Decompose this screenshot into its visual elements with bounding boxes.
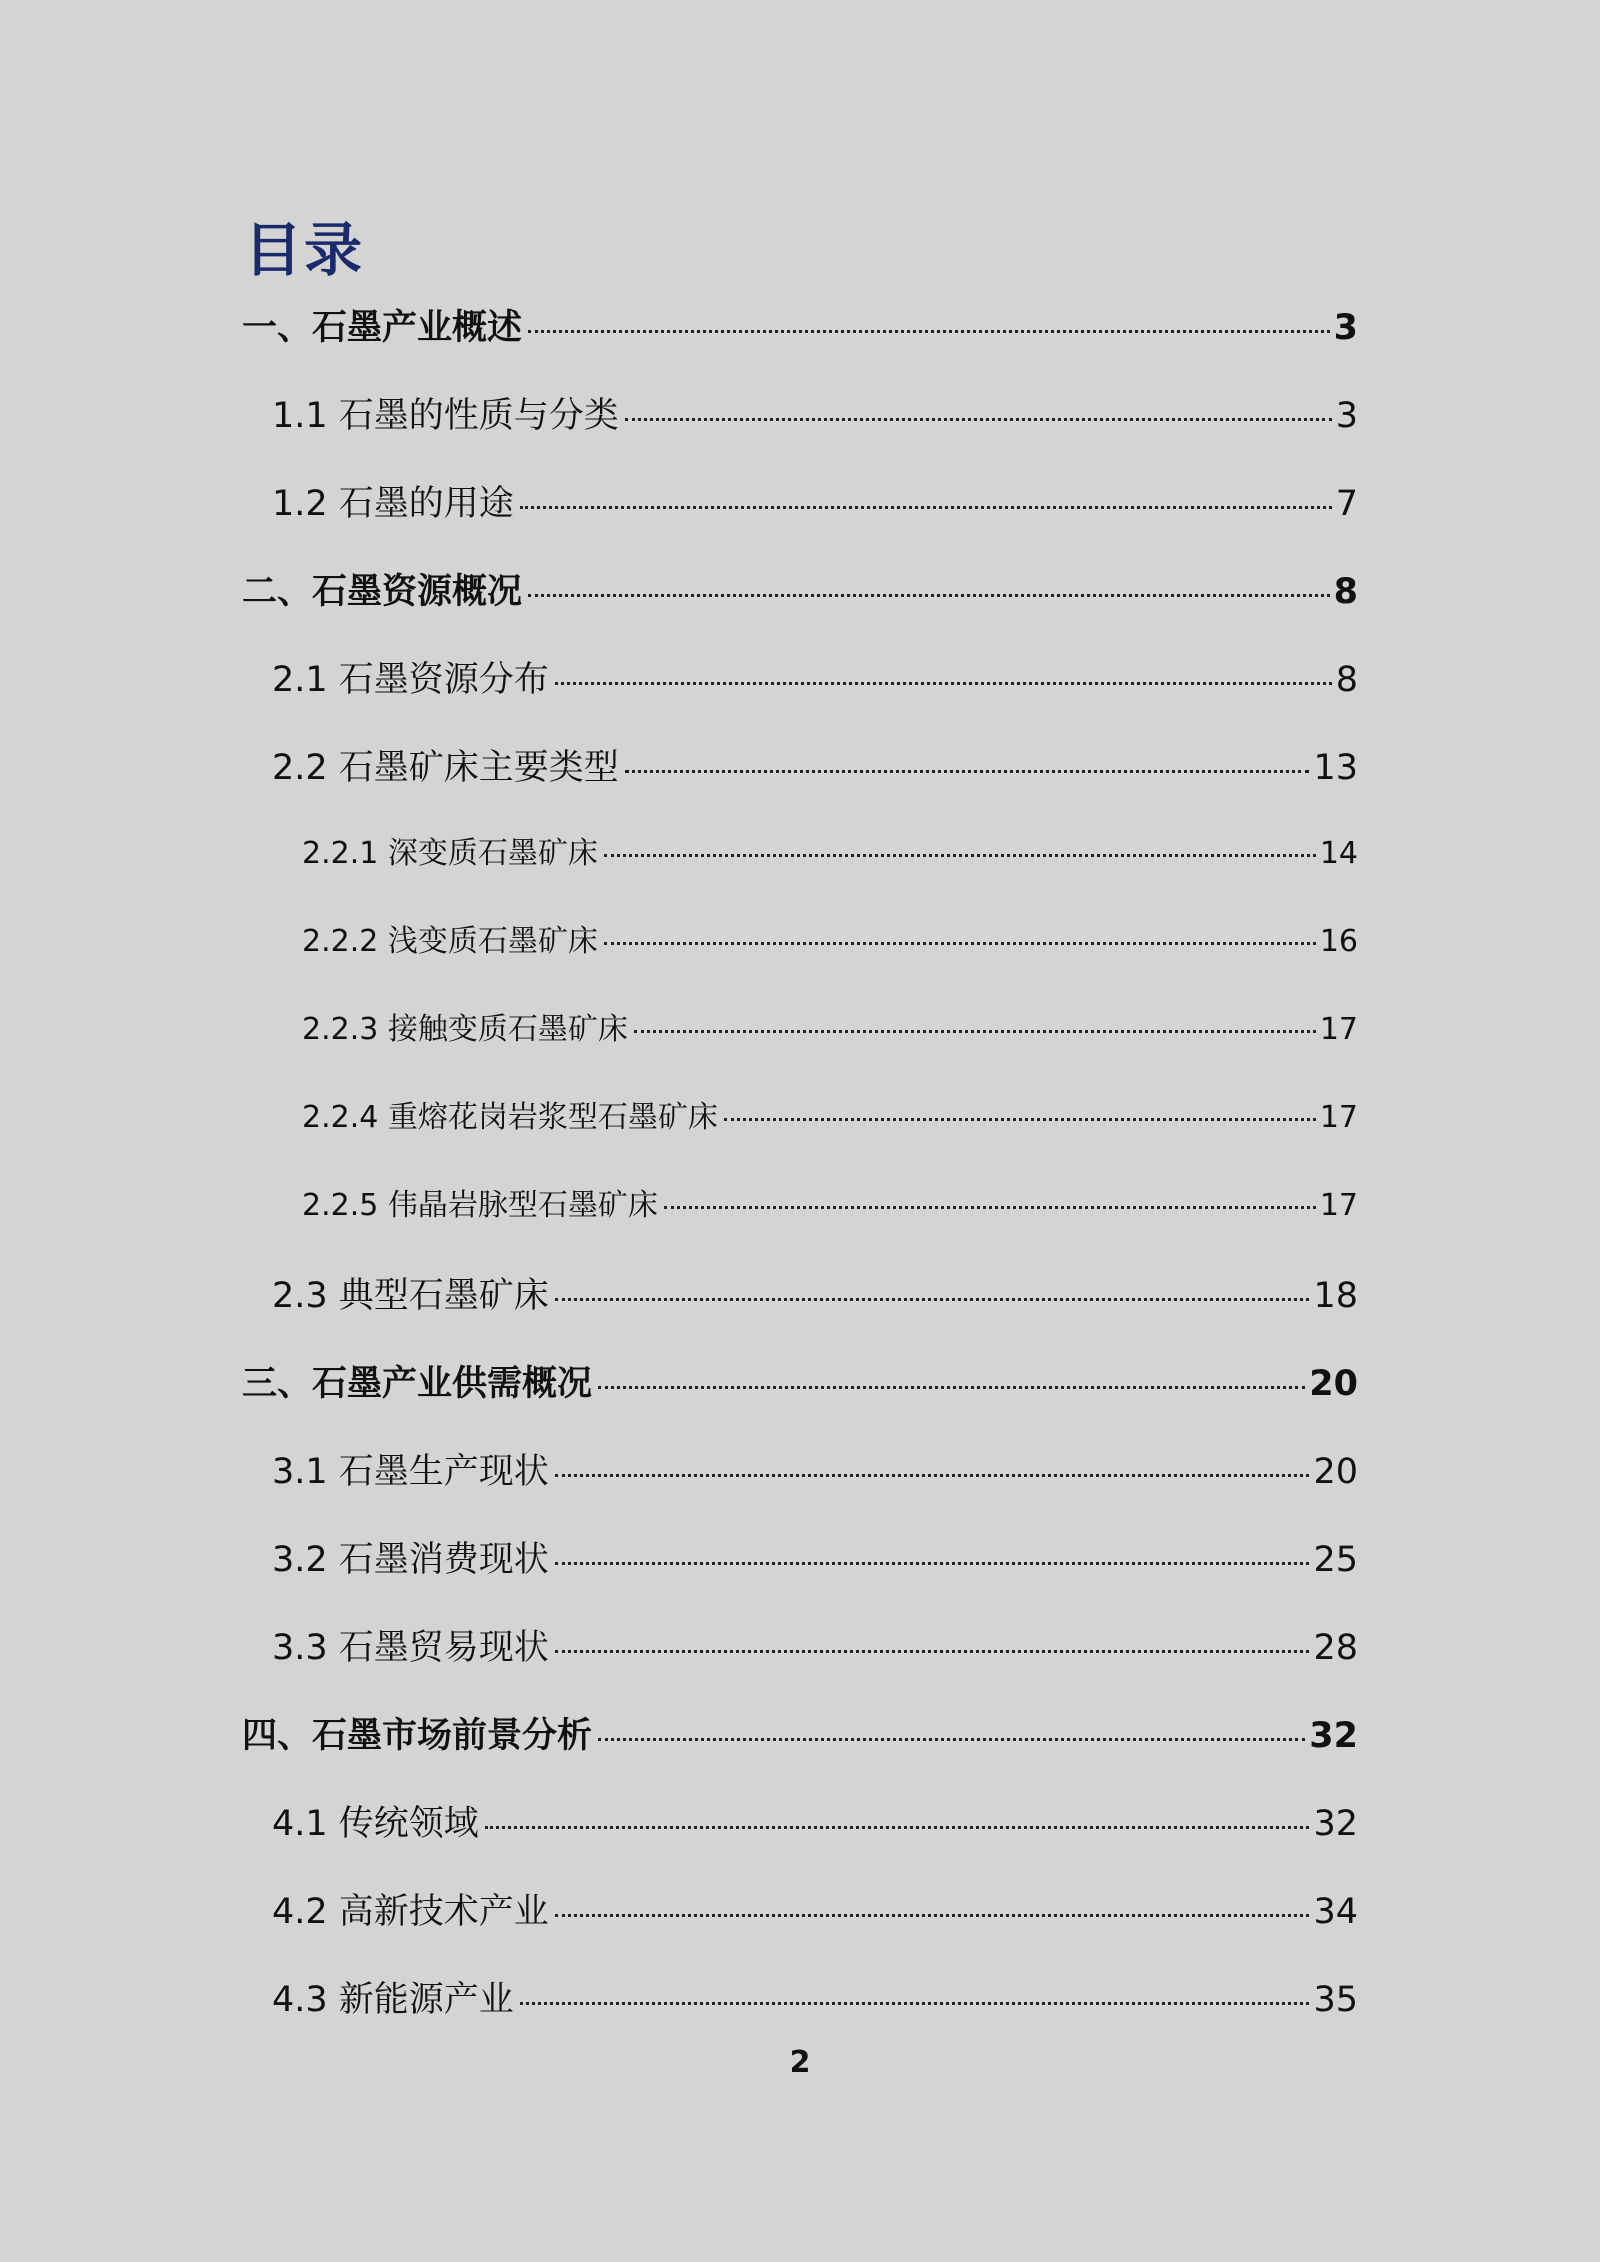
toc-entry[interactable]: [272, 388, 1358, 448]
dot-leader: [555, 1562, 1310, 1565]
toc-entry-label: 2.2.1 深变质石墨矿床: [302, 836, 598, 871]
toc-entry-page: 35: [1313, 1980, 1358, 2020]
toc-entry-label: 1.2 石墨的用途: [272, 484, 514, 524]
toc-entry-label: 4.1 传统领域: [272, 1804, 479, 1844]
toc-entry-page: 28: [1313, 1628, 1358, 1668]
dot-leader: [625, 770, 1310, 773]
toc-entry-page: 3: [1335, 396, 1358, 436]
dot-leader: [598, 1386, 1305, 1389]
toc-entry-page: 32: [1313, 1804, 1358, 1844]
toc-entry[interactable]: [272, 1532, 1358, 1592]
toc-title: 目录: [244, 216, 365, 284]
dot-leader: [485, 1826, 1310, 1829]
toc-entry[interactable]: [302, 1092, 1358, 1152]
dot-leader: [555, 682, 1332, 685]
toc-entry-label: 2.3 典型石墨矿床: [272, 1276, 549, 1316]
footer-page-number: 2: [789, 2045, 811, 2080]
dot-leader: [604, 854, 1316, 857]
toc-entry-label: 3.2 石墨消费现状: [272, 1540, 549, 1580]
toc-entry-label: 2.1 石墨资源分布: [272, 660, 549, 700]
toc-entry-page: 18: [1313, 1276, 1358, 1316]
toc-entry-page: 20: [1309, 1364, 1358, 1404]
dot-leader: [664, 1206, 1316, 1209]
toc-entry-page: 34: [1313, 1892, 1358, 1932]
toc-entry[interactable]: [302, 1180, 1358, 1240]
toc-entry-page: 8: [1335, 660, 1358, 700]
dot-leader: [625, 418, 1332, 421]
toc-entry-label: 3.3 石墨贸易现状: [272, 1628, 549, 1668]
toc-entry[interactable]: [272, 652, 1358, 712]
toc-entry-label: 2.2.5 伟晶岩脉型石墨矿床: [302, 1188, 658, 1223]
toc-entry-page: 25: [1313, 1540, 1358, 1580]
dot-leader: [520, 506, 1332, 509]
toc-entry-label: 4.2 高新技术产业: [272, 1892, 549, 1932]
toc-entry-label: 1.1 石墨的性质与分类: [272, 396, 619, 436]
toc-entry-page: 32: [1309, 1716, 1358, 1756]
dot-leader: [604, 942, 1316, 945]
toc-entry[interactable]: [302, 828, 1358, 888]
toc-entry[interactable]: [302, 916, 1358, 976]
toc-entry-page: 8: [1333, 572, 1358, 612]
toc-entry[interactable]: [302, 1004, 1358, 1064]
toc-entry[interactable]: [242, 1708, 1358, 1768]
toc-entry-label: 2.2.2 浅变质石墨矿床: [302, 924, 598, 959]
toc-entry-label: 4.3 新能源产业: [272, 1980, 514, 2020]
toc-entry[interactable]: [242, 1356, 1358, 1416]
toc-entry-label: 2.2.3 接触变质石墨矿床: [302, 1012, 628, 1047]
dot-leader: [555, 1298, 1310, 1301]
toc-entry-label: 2.2 石墨矿床主要类型: [272, 748, 619, 788]
toc-entry[interactable]: [272, 1972, 1358, 2032]
toc-entry-page: 17: [1319, 1188, 1358, 1223]
toc-entry[interactable]: [242, 564, 1358, 624]
dot-leader: [598, 1738, 1305, 1741]
toc-entry-page: 7: [1335, 484, 1358, 524]
toc-entry-page: 17: [1319, 1012, 1358, 1047]
toc-entry[interactable]: [272, 1796, 1358, 1856]
toc-entry-page: 16: [1319, 924, 1358, 959]
toc-entry-label: 三、石墨产业供需概况: [242, 1364, 593, 1404]
toc-entry-label: 一、石墨产业概述: [242, 308, 523, 348]
toc-entry-page: 13: [1313, 748, 1358, 788]
toc-entry-page: 20: [1313, 1452, 1358, 1492]
dot-leader: [724, 1118, 1316, 1121]
toc-entry-label: 二、石墨资源概况: [242, 572, 523, 612]
toc-entry-label: 2.2.4 重熔花岗岩浆型石墨矿床: [302, 1100, 718, 1135]
dot-leader: [528, 594, 1330, 597]
toc-entry-page: 3: [1333, 308, 1358, 348]
toc-entry[interactable]: [272, 1268, 1358, 1328]
dot-leader: [555, 1474, 1310, 1477]
toc-entry[interactable]: [272, 1884, 1358, 1944]
dot-leader: [528, 330, 1330, 333]
dot-leader: [555, 1650, 1310, 1653]
dot-leader: [634, 1030, 1316, 1033]
dot-leader: [555, 1914, 1310, 1917]
toc-entry[interactable]: [242, 300, 1358, 360]
toc-entry[interactable]: [272, 1620, 1358, 1680]
toc-entry-label: 四、石墨市场前景分析: [242, 1716, 593, 1756]
dot-leader: [520, 2002, 1310, 2005]
toc-entry[interactable]: [272, 1444, 1358, 1504]
toc-entry-page: 17: [1319, 1100, 1358, 1135]
toc-entry-page: 14: [1319, 836, 1358, 871]
toc-entry-label: 3.1 石墨生产现状: [272, 1452, 549, 1492]
toc-entry[interactable]: [272, 740, 1358, 800]
toc-entry[interactable]: [272, 476, 1358, 536]
